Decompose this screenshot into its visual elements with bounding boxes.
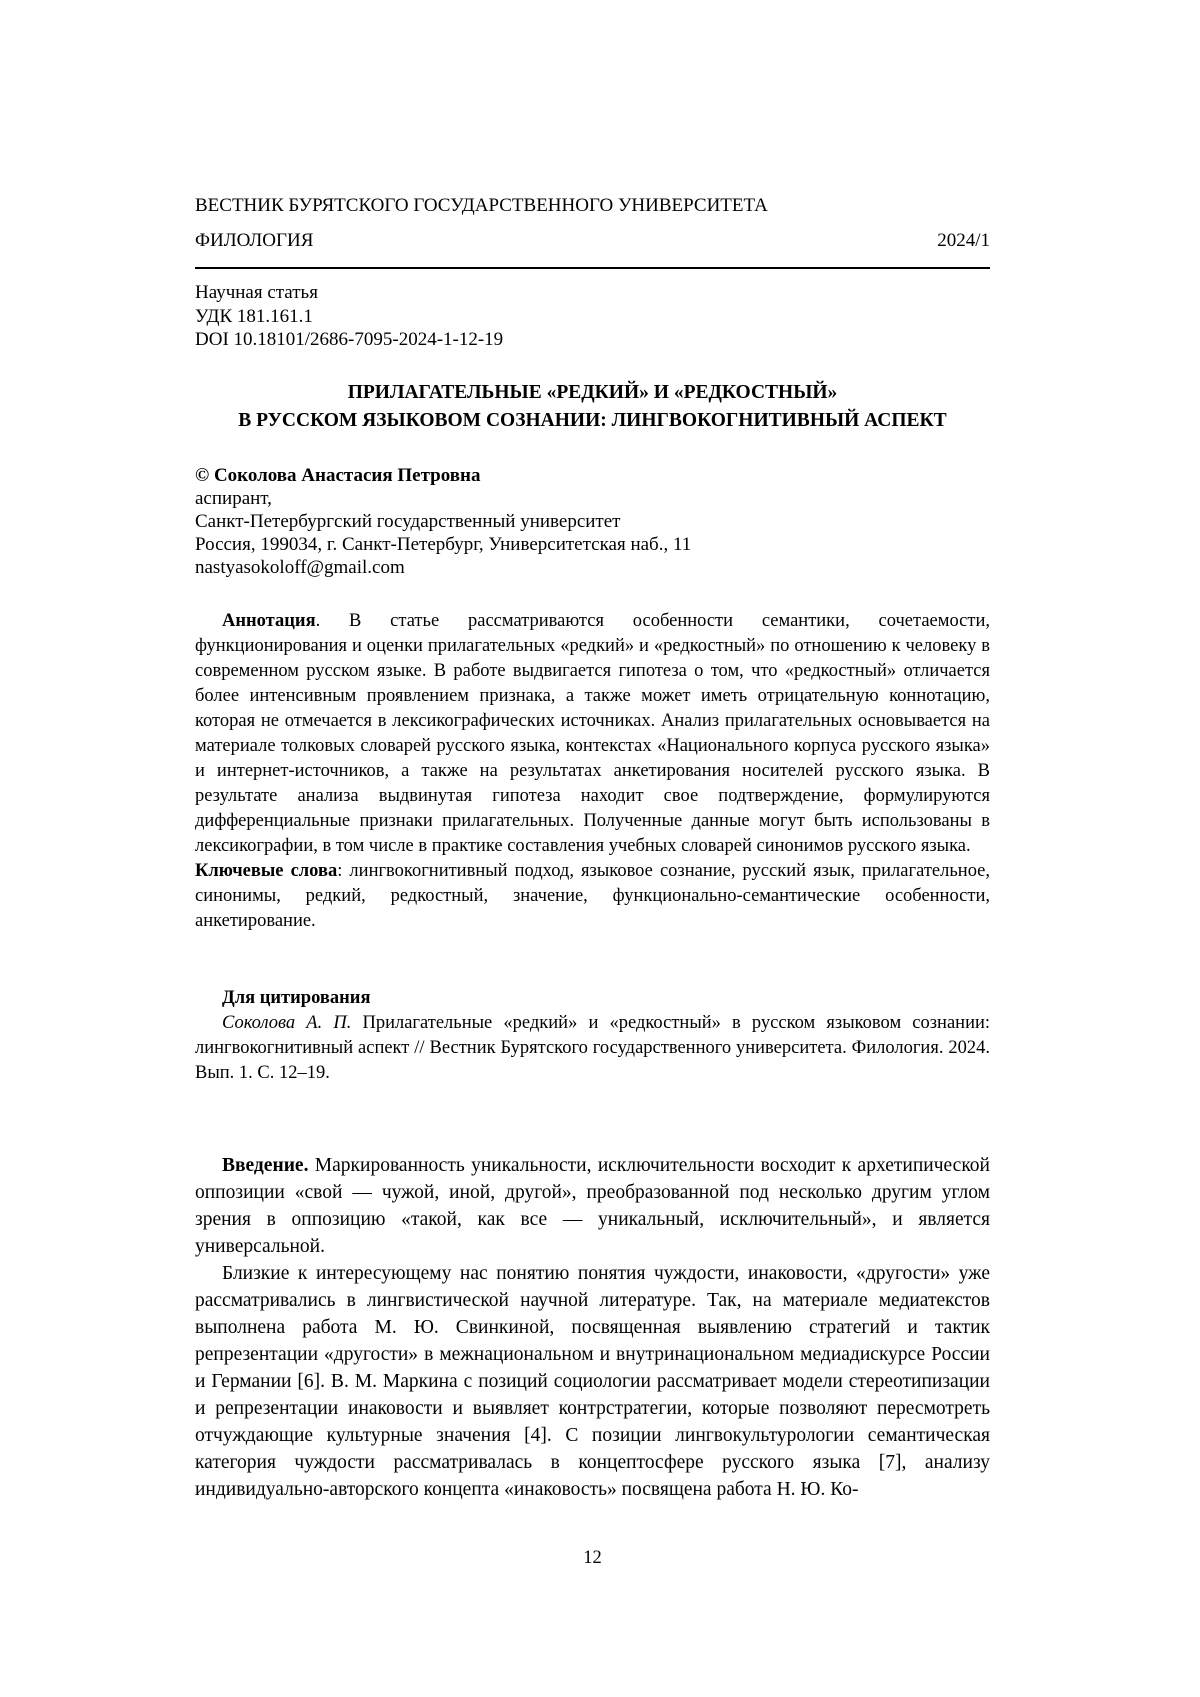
abstract-text: . В статье рассматриваются особенности семантики, сочетаемости, функционирования и оценки прилагательных «редкий» и «редкостный» по отношению к человеку в современном русском языке. В работе выдвигается гипотеза о том, что «редкостный» отличается более интенсивным проявлением признака, а также может иметь отрицательную коннотацию, которая не отмечается в лексикографических источниках. Анализ прилагательных основывается на материале толковых словарей русского языка, контекстах «Национального корпуса русского языка» и интернет-источников, а также на результатах анкетирования носителей русского языка. В результате анализа выдвинутая гипотеза находит свое подтверждение, формулируются дифференциальные признаки прилагательных. Полученные данные могут быть использованы в лексикографии, в том числе в практике составления учебных словарей синонимов русского языка. bbox=[195, 610, 990, 856]
journal-header-row bbox=[195, 223, 990, 258]
doi-number: DOI 10.18101/2686-7095-2024-1-12-19 bbox=[195, 329, 504, 350]
citation-authors: Соколова А. П. bbox=[222, 1012, 352, 1033]
page-number: 12 bbox=[583, 1548, 602, 1568]
author-email: nastyasokoloff@gmail.com bbox=[195, 556, 405, 578]
body-paragraph-2: Близкие к интересующему нас понятию понятия чуждости, инаковости, «другости» уже рассматривались в лингвистической научной литературе. Так, на материале медиатекстов выполнена работа М. Ю. Свинкиной, посвященная выявлению стратегий и тактик репрезентации «другости» в межнациональном и внутринациональном медиадискурсе России и Германии [6]. В. М. Маркина с позиций социологии рассматривает модели стереотипизации и репрезентации инаковости и выявляет контрстратегии, которые позволяют пересмотреть отчуждающие культурные значения [4]. С позиции лингвокультурологии семантическая категория чуждости рассматривалась в концептосфере русского языка [7], анализу индивидуально-авторского концепта «инаковость» посвящена работа Н. Ю. Ко- bbox=[195, 1262, 990, 1500]
citation-paragraph bbox=[195, 1011, 990, 1086]
page-footer bbox=[195, 1548, 990, 1569]
keywords-paragraph bbox=[195, 859, 990, 934]
journal-title: ВЕСТНИК БУРЯТСКОГО ГОСУДАРСТВЕННОГО УНИВЕРСИТЕТА bbox=[195, 195, 768, 216]
author-block bbox=[195, 464, 990, 579]
journal-section: ФИЛОЛОГИЯ bbox=[195, 230, 314, 251]
article-title-line2: В РУССКОМ ЯЗЫКОВОМ СОЗНАНИИ: ЛИНГВОКОГНИТИВНЫЙ АСПЕКТ bbox=[238, 409, 947, 431]
author-affiliation: Санкт-Петербургский государственный университет bbox=[195, 510, 621, 532]
citation-text: Прилагательные «редкий» и «редкостный» в русском языковом сознании: лингвокогнитивный аспект // Вестник Бурятского государственного университета. Филология. 2024. Вып. 1. С. 12–19. bbox=[195, 1012, 991, 1083]
article-meta bbox=[195, 281, 990, 352]
abstract-paragraph bbox=[195, 609, 990, 859]
author-name: © Соколова Анастасия Петровна bbox=[195, 464, 481, 486]
author-address: Россия, 199034, г. Санкт-Петербург, Университетская наб., 11 bbox=[195, 533, 692, 555]
author-position: аспирант, bbox=[195, 487, 272, 509]
keywords-label: Ключевые слова bbox=[195, 860, 338, 881]
keywords-text: : лингвокогнитивный подход, языковое сознание, русский язык, прилагательное, синонимы, редкий, редкостный, значение, функционально-семантические особенности, анкетирование. bbox=[195, 860, 991, 931]
article-body bbox=[195, 1152, 990, 1503]
issue-number: 2024/1 bbox=[937, 230, 990, 251]
intro-paragraph bbox=[195, 1152, 990, 1260]
article-title-line1: ПРИЛАГАТЕЛЬНЫЕ «РЕДКИЙ» И «РЕДКОСТНЫЙ» bbox=[347, 381, 838, 403]
abstract-label: Аннотация bbox=[222, 610, 316, 631]
citation-heading: Для цитирования bbox=[222, 987, 371, 1008]
article-title bbox=[195, 379, 990, 435]
header-divider bbox=[195, 267, 990, 269]
article-type: Научная статья bbox=[195, 282, 318, 303]
page-content bbox=[195, 188, 990, 1503]
journal-header bbox=[195, 188, 990, 269]
udc-number: УДК 181.161.1 bbox=[195, 305, 313, 327]
intro-label: Введение. bbox=[222, 1154, 309, 1176]
intro-text: Маркированность уникальности, исключительности восходит к архетипической оппозиции «свой — чужой, иной, другой», преобразованной под несколько другим углом зрения в оппозицию «такой, как все — уникальный, исключительный», и является универсальной. bbox=[195, 1154, 990, 1257]
